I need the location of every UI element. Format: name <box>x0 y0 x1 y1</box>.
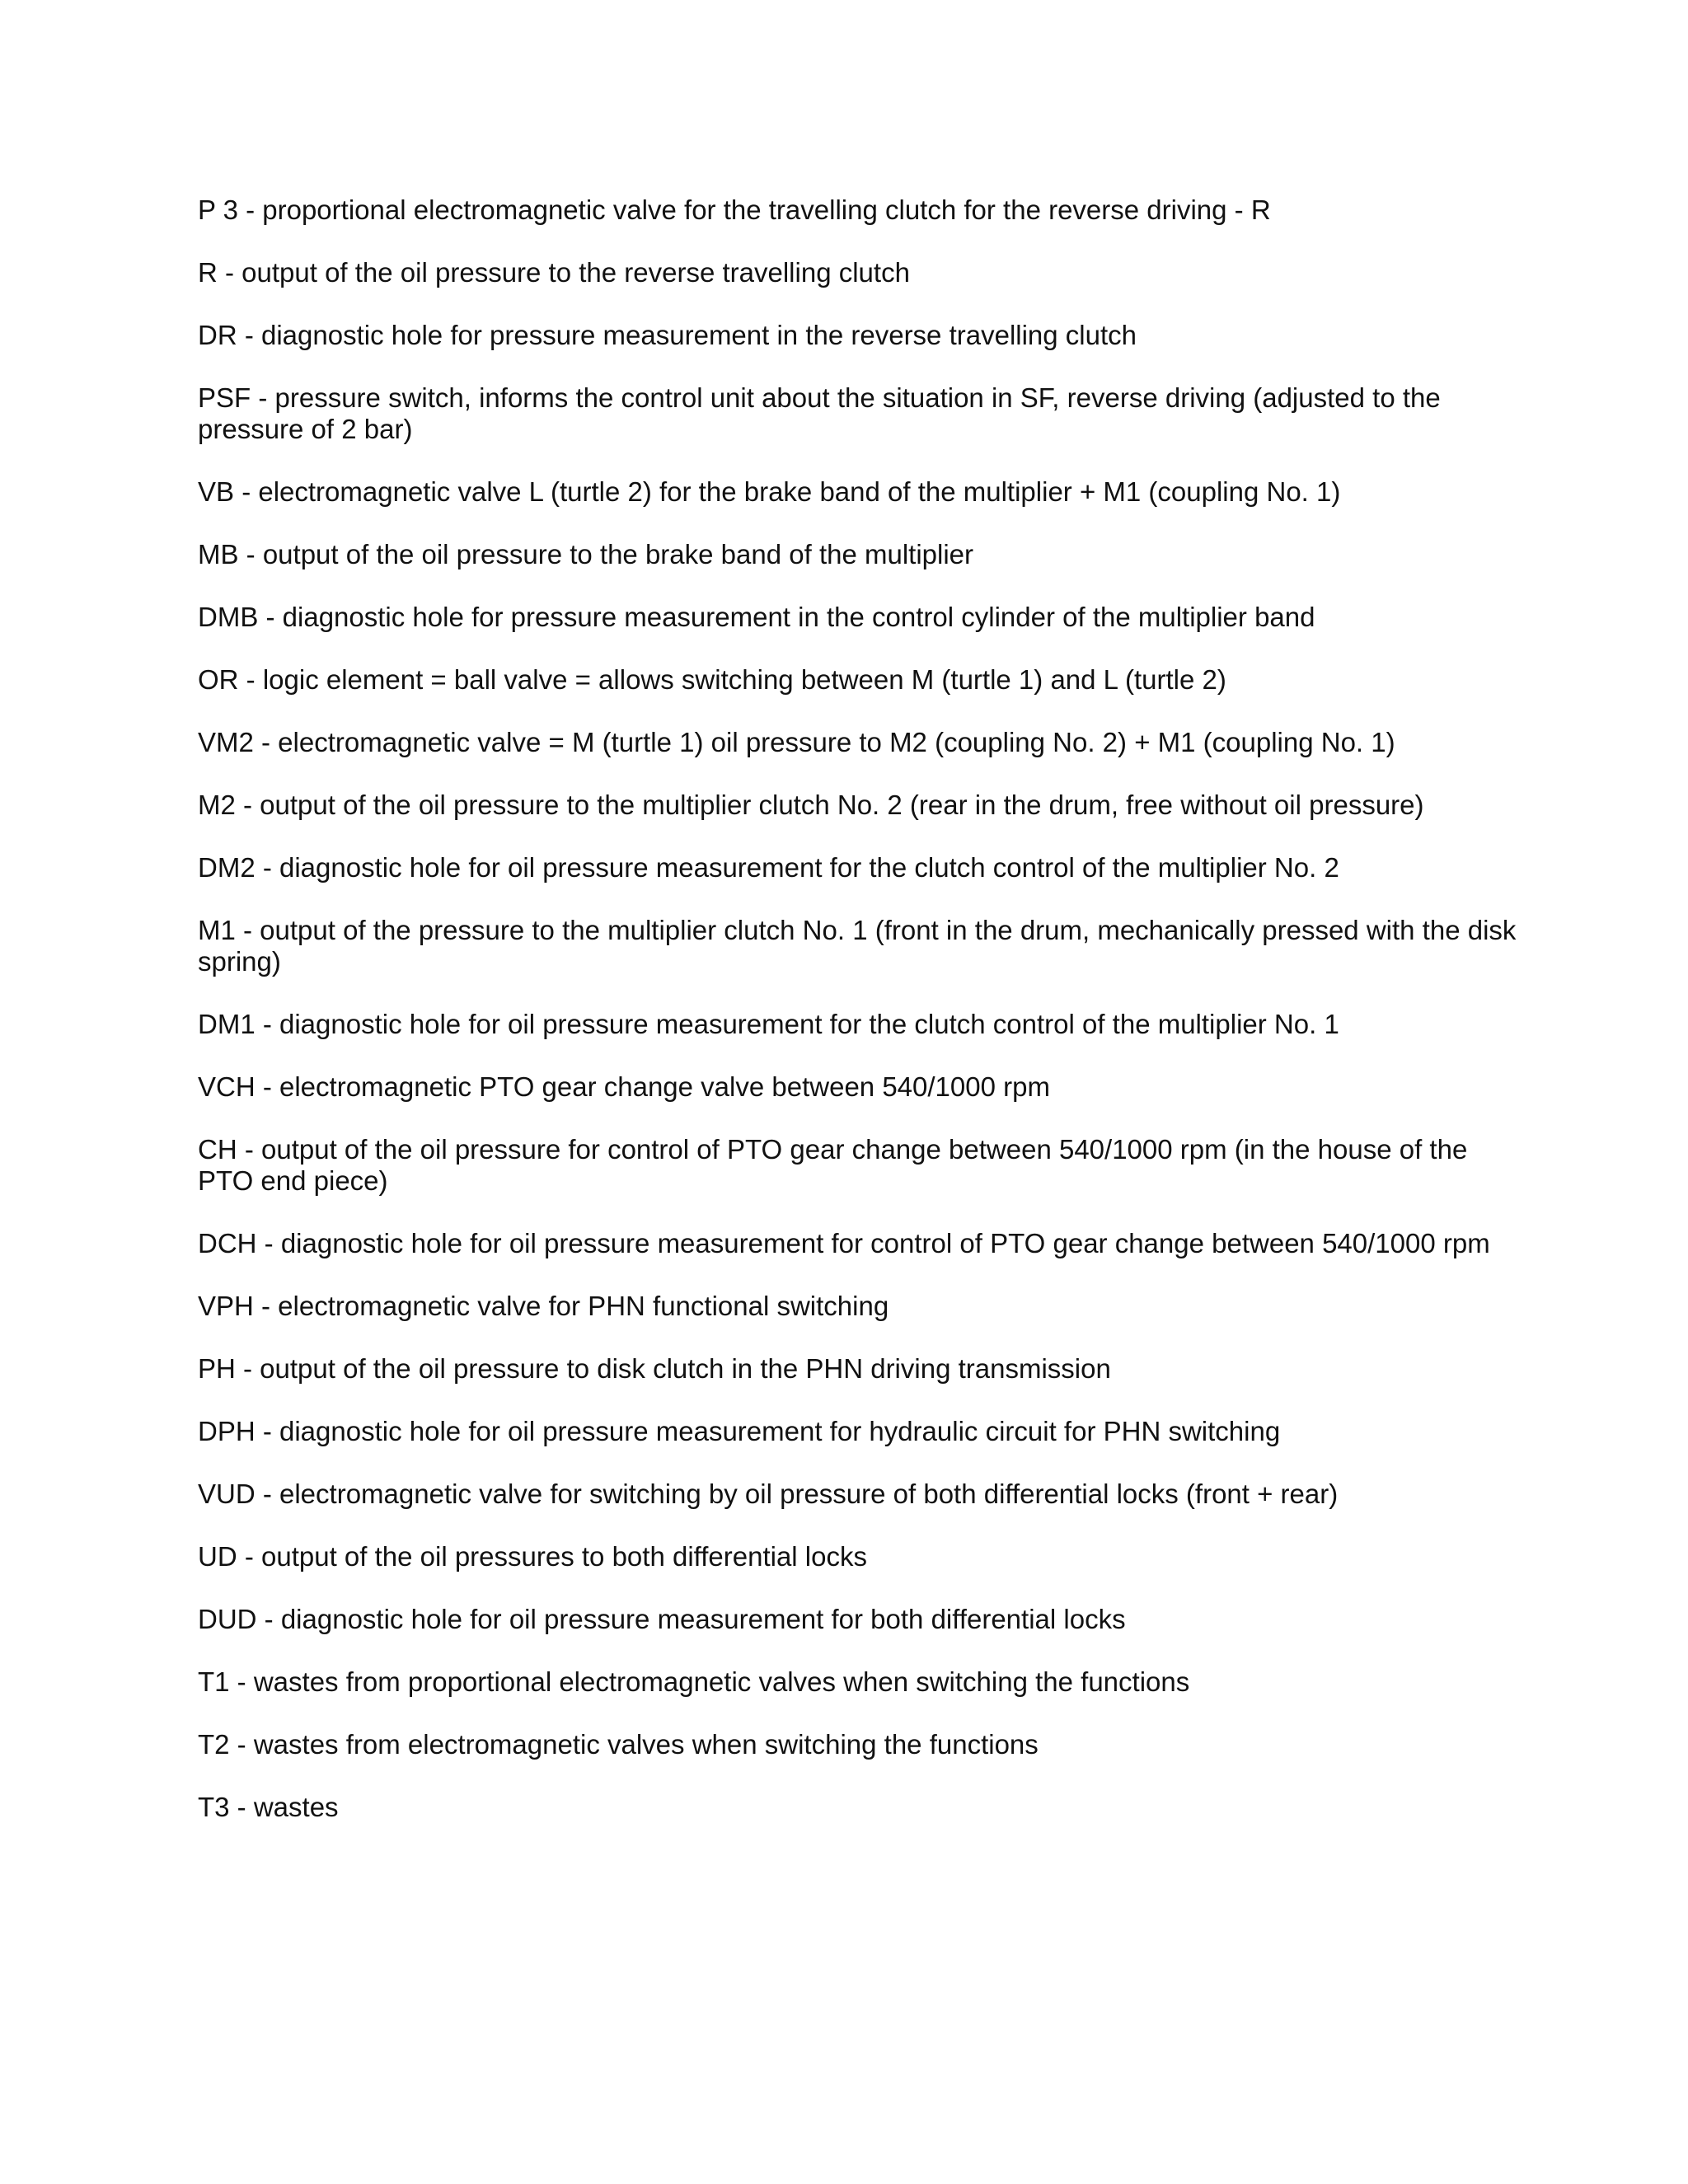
legend-item-dm2: DM2 - diagnostic hole for oil pressure measurement for the clutch control of the multiplier No. 2 <box>198 852 1339 883</box>
legend-item-dph: DPH - diagnostic hole for oil pressure measurement for hydraulic circuit for PHN switching <box>198 1416 1281 1446</box>
legend-item-dch: DCH - diagnostic hole for oil pressure measurement for control of PTO gear change between 540/1000 rpm <box>198 1228 1490 1258</box>
legend-list <box>198 194 1517 1854</box>
legend-item-dmb: DMB - diagnostic hole for pressure measurement in the control cylinder of the multiplier band <box>198 602 1315 632</box>
legend-item-dud: DUD - diagnostic hole for oil pressure measurement for both differential locks <box>198 1604 1126 1634</box>
legend-item-m2: M2 - output of the oil pressure to the multiplier clutch No. 2 (rear in the drum, free without oil pressure) <box>198 790 1424 820</box>
legend-item-or: OR - logic element = ball valve = allows switching between M (turtle 1) and L (turtle 2) <box>198 664 1226 695</box>
legend-item-t1: T1 - wastes from proportional electromagnetic valves when switching the functions <box>198 1666 1190 1697</box>
legend-item-ud: UD - output of the oil pressures to both differential locks <box>198 1541 867 1572</box>
legend-item-ph: PH - output of the oil pressure to disk clutch in the PHN driving transmission <box>198 1353 1111 1384</box>
legend-item-t3: T3 - wastes <box>198 1792 339 1822</box>
legend-item-vud: VUD - electromagnetic valve for switching by oil pressure of both differential locks (front + rear) <box>198 1479 1339 1509</box>
legend-item-p3: P 3 - proportional electromagnetic valve for the travelling clutch for the reverse driving - R <box>198 194 1271 225</box>
legend-item-psf: PSF - pressure switch, informs the control unit about the situation in SF, reverse driving (adjusted to the pressure of 2 bar) <box>198 382 1441 444</box>
legend-item-vph: VPH - electromagnetic valve for PHN functional switching <box>198 1291 889 1321</box>
legend-item-r: R - output of the oil pressure to the reverse travelling clutch <box>198 257 910 288</box>
legend-item-vch: VCH - electromagnetic PTO gear change valve between 540/1000 rpm <box>198 1071 1050 1102</box>
legend-item-dm1: DM1 - diagnostic hole for oil pressure measurement for the clutch control of the multiplier No. 1 <box>198 1009 1339 1039</box>
legend-item-mb: MB - output of the oil pressure to the brake band of the multiplier <box>198 539 974 569</box>
legend-item-vm2: VM2 - electromagnetic valve = M (turtle 1) oil pressure to M2 (coupling No. 2) + M1 (coupling No. 1) <box>198 727 1395 757</box>
legend-item-ch: CH - output of the oil pressure for control of PTO gear change between 540/1000 rpm (in the house of the PTO end piece) <box>198 1134 1468 1196</box>
legend-item-vb: VB - electromagnetic valve L (turtle 2) for the brake band of the multiplier + M1 (coupling No. 1) <box>198 476 1341 507</box>
legend-item-t2: T2 - wastes from electromagnetic valves when switching the functions <box>198 1729 1039 1760</box>
legend-item-m1: M1 - output of the pressure to the multiplier clutch No. 1 (front in the drum, mechanically pressed with the disk spring) <box>198 915 1517 977</box>
legend-item-dr: DR - diagnostic hole for pressure measurement in the reverse travelling clutch <box>198 320 1137 350</box>
